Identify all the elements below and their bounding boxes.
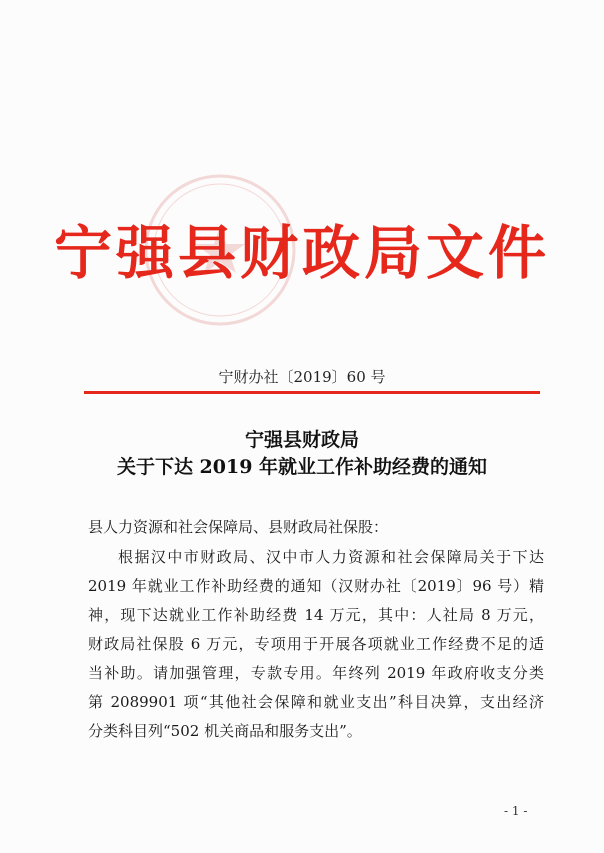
body-paragraph-line: 根据汉中市财政局、汉中市人力资源和社会保障局关于下达 xyxy=(118,548,544,566)
notice-heading-issuer: 宁强县财政局 xyxy=(244,429,359,451)
body-paragraph-line: 2019 年就业工作补助经费的通知（汉财办社〔2019〕96 号）精 xyxy=(88,577,544,595)
addressee-line: 县人力资源和社会保障局、县财政局社保股： xyxy=(88,518,389,536)
document-number: 宁财办社〔2019〕60 号 xyxy=(218,368,386,386)
body-paragraph-line: 分类科目列“502 机关商品和服务支出”。 xyxy=(88,722,362,740)
body-paragraph-line: 第 2089901 项“其他社会保障和就业支出”科目决算，支出经济 xyxy=(88,693,544,711)
notice-heading-subject: 关于下达 2019 年就业工作补助经费的通知 xyxy=(116,456,488,478)
body-paragraph-line: 当补助。请加强管理，专款专用。年终列 2019 年政府收支分类 xyxy=(88,664,544,682)
red-divider-rule xyxy=(84,391,540,394)
body-paragraph-line: 财政局社保股 6 万元，专项用于开展各项就业工作经费不足的适 xyxy=(88,635,544,653)
document-title: 宁强县财政局文件 xyxy=(53,219,550,287)
body-paragraph-line: 神，现下达就业工作补助经费 14 万元，其中：人社局 8 万元， xyxy=(88,606,544,624)
page-number: - 1 - xyxy=(504,804,528,818)
